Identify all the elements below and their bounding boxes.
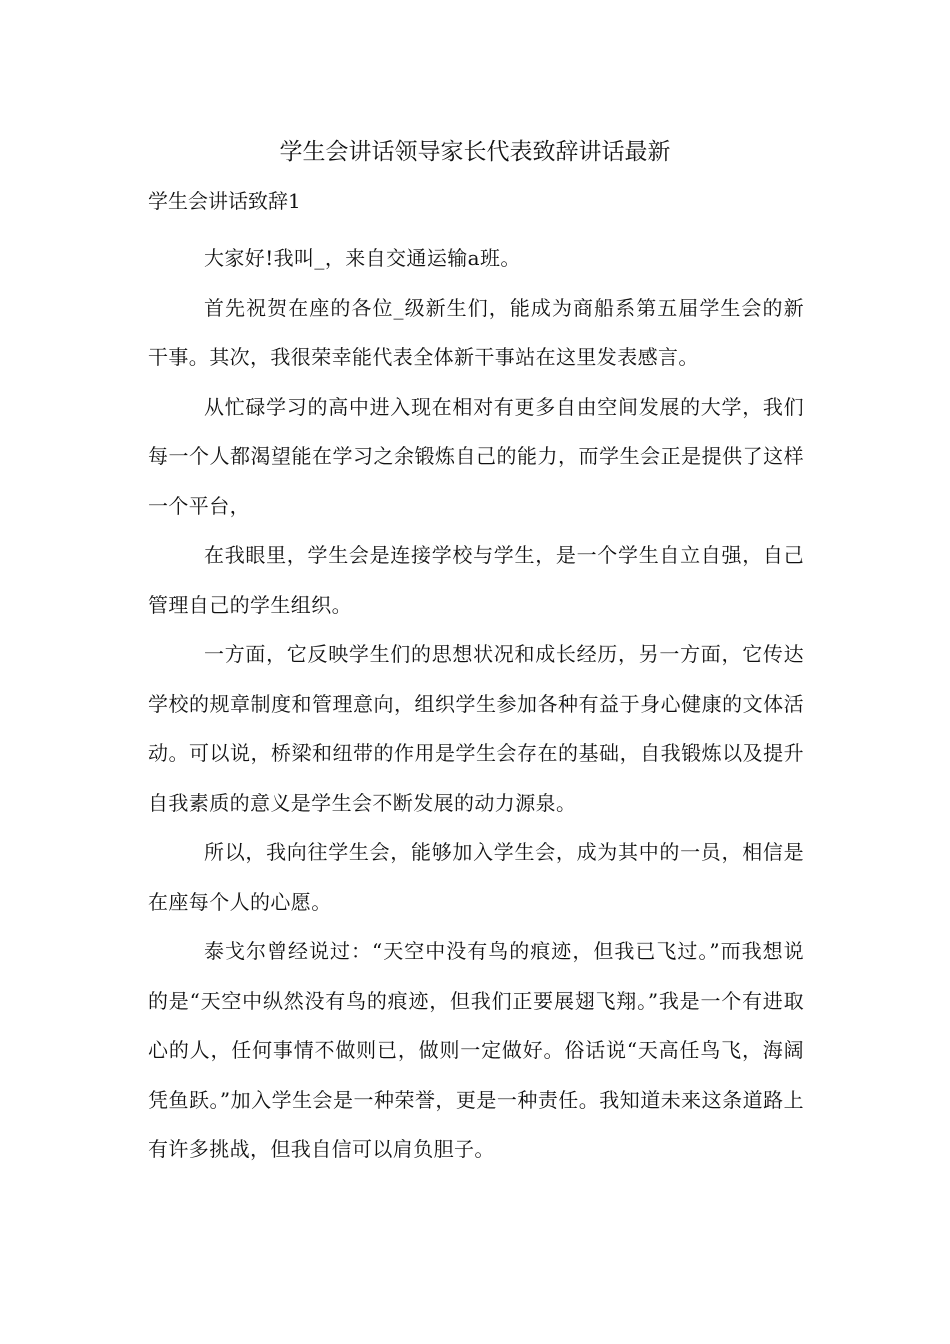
paragraph: 从忙碌学习的高中进入现在相对有更多自由空间发展的大学，我们每一个人都渴望能在学习之余锻炼自己的能力，而学生会正是提供了这样一个平台， xyxy=(148,394,804,518)
paragraph: 一方面，它反映学生们的思想状况和成长经历，另一方面，它传达学校的规章制度和管理意向，组织学生参加各种有益于身心健康的文体活动。可以说，桥梁和纽带的作用是学生会存在的基础，自我锻炼以及提升自我素质的意义是学生会不断发展的动力源泉。 xyxy=(148,642,804,815)
paragraph: 大家好!我叫_，来自交通运输a班。 xyxy=(204,246,521,270)
paragraph: 泰戈尔曾经说过：“天空中没有鸟的痕迹，但我已飞过。”而我想说的是“天空中纵然没有鸟的痕迹，但我们正要展翅飞翔。”我是一个有进取心的人，任何事情不做则已，做则一定做好。俗话说“天高任鸟飞，海阔凭鱼跃。”加入学生会是一种荣誉，更是一种责任。我知道未来这条道路上有许多挑战，但我自信可以肩负胆子。 xyxy=(148,939,804,1161)
paragraph: 在我眼里，学生会是连接学校与学生，是一个学生自立自强，自己管理自己的学生组织。 xyxy=(148,543,804,617)
paragraph: 所以，我向往学生会，能够加入学生会，成为其中的一员，相信是在座每个人的心愿。 xyxy=(148,840,804,914)
paragraph: 首先祝贺在座的各位_级新生们，能成为商船系第五届学生会的新干事。其次，我很荣幸能代表全体新干事站在这里发表感言。 xyxy=(148,295,804,369)
section-heading: 学生会讲话致辞1 xyxy=(148,189,301,213)
document-title: 学生会讲话领导家长代表致辞讲话最新 xyxy=(279,139,671,165)
heading-spacer xyxy=(148,218,804,234)
document-body xyxy=(148,184,804,1175)
